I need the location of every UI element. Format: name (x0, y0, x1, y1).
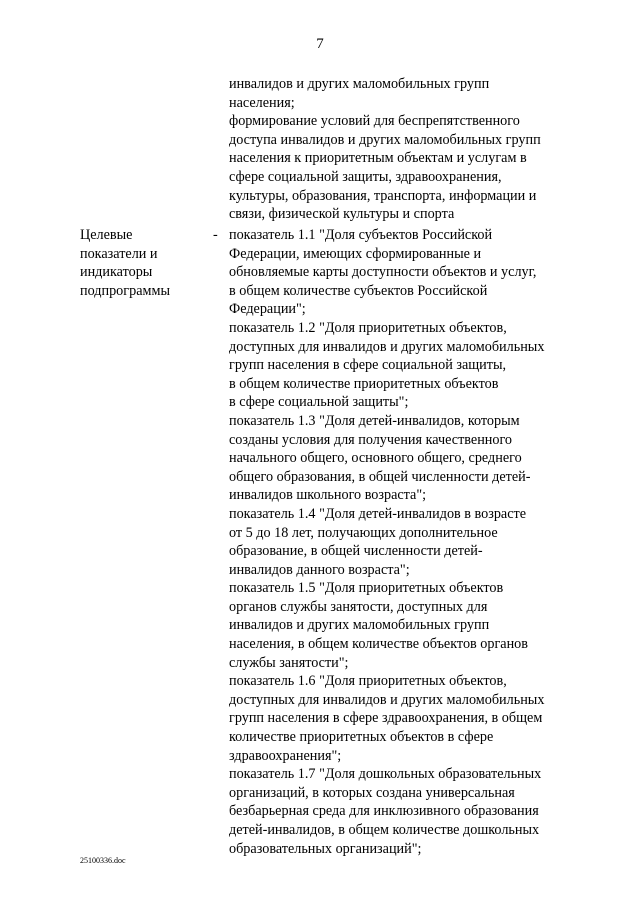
indicator-line: образовательных организаций"; (229, 840, 422, 857)
indicator-line: показатель 1.1 "Доля субъектов Российской (229, 227, 493, 243)
intro-line: сфере социальной защиты, здравоохранения, (229, 168, 502, 185)
document-file-code: 25100336.doc (80, 856, 126, 865)
intro-line: населения к приоритетным объектам и услугам в (229, 150, 527, 167)
indicator-line: инвалидов и других маломобильных групп (229, 617, 490, 634)
section-label (80, 226, 200, 300)
intro-line: населения; (229, 94, 295, 111)
indicator-line: Федерации"; (229, 301, 306, 318)
indicator-line: показатель 1.7 "Доля дошкольных образовательных (229, 766, 542, 783)
indicator-line: населения, в общем количестве объектов органов (229, 636, 528, 653)
indicator-line: показатель 1.4 "Доля детей-инвалидов в возрасте (229, 505, 527, 522)
intro-text-block (229, 75, 589, 224)
indicator-line: в общем количестве субъектов Российской (229, 282, 488, 299)
section-label-line: подпрограммы (80, 282, 170, 299)
indicator-line: инвалидов школьного возраста"; (229, 487, 427, 504)
indicator-line: созданы условия для получения качественного (229, 431, 513, 448)
indicator-line: образование, в общей численности детей- (229, 543, 483, 560)
indicator-line: Федерации, имеющих сформированные и (229, 245, 482, 262)
indicator-line: обновляемые карты доступности объектов и услуг, (229, 264, 537, 281)
intro-line: культуры, образования, транспорта, информации и (229, 187, 537, 204)
indicator-line: показатель 1.3 "Доля детей-инвалидов, которым (229, 412, 520, 429)
indicator-line: показатель 1.2 "Доля приоритетных объектов, (229, 319, 507, 336)
indicator-line: детей-инвалидов, в общем количестве дошкольных (229, 822, 540, 838)
section-label-line: Целевые (80, 227, 133, 243)
indicator-line: от 5 до 18 лет, получающих дополнительное (229, 524, 498, 541)
indicator-line: показатель 1.6 "Доля приоритетных объектов, (229, 673, 507, 690)
indicator-line: доступных для инвалидов и других маломобильных (229, 338, 545, 355)
indicator-line: здравоохранения"; (229, 747, 342, 764)
indicator-line: показатель 1.5 "Доля приоритетных объектов (229, 580, 504, 597)
indicator-line: количестве приоритетных объектов в сфере (229, 729, 494, 746)
indicator-line: в сфере социальной защиты"; (229, 394, 409, 411)
indicator-line: групп населения в сфере здравоохранения, в общем (229, 710, 543, 727)
section-label-line: показатели и (80, 245, 158, 262)
indicator-line: групп населения в сфере социальной защиты, (229, 357, 507, 374)
indicator-line: безбарьерная среда для инклюзивного образования (229, 803, 539, 820)
intro-line: связи, физической культуры и спорта (229, 206, 455, 223)
indicator-line: инвалидов данного возраста"; (229, 561, 410, 578)
intro-line: формирование условий для беспрепятственного (229, 113, 520, 130)
indicator-line: организаций, в которых создана универсальная (229, 784, 515, 801)
indicator-line: органов службы занятости, доступных для (229, 598, 488, 615)
indicator-line: начального общего, основного общего, среднего (229, 450, 522, 467)
indicator-line: службы занятости"; (229, 654, 349, 671)
indicator-line: общего образования, в общей численности детей- (229, 468, 531, 485)
indicator-line: доступных для инвалидов и других маломобильных (229, 691, 545, 708)
intro-line: доступа инвалидов и других маломобильных групп (229, 131, 541, 148)
section-label-line: индикаторы (80, 264, 153, 281)
intro-line: инвалидов и других маломобильных групп (229, 76, 490, 92)
section-dash: - (213, 227, 218, 243)
indicator-line: в общем количестве приоритетных объектов (229, 375, 499, 392)
page-number: 7 (316, 36, 324, 52)
indicator-list (229, 226, 589, 858)
